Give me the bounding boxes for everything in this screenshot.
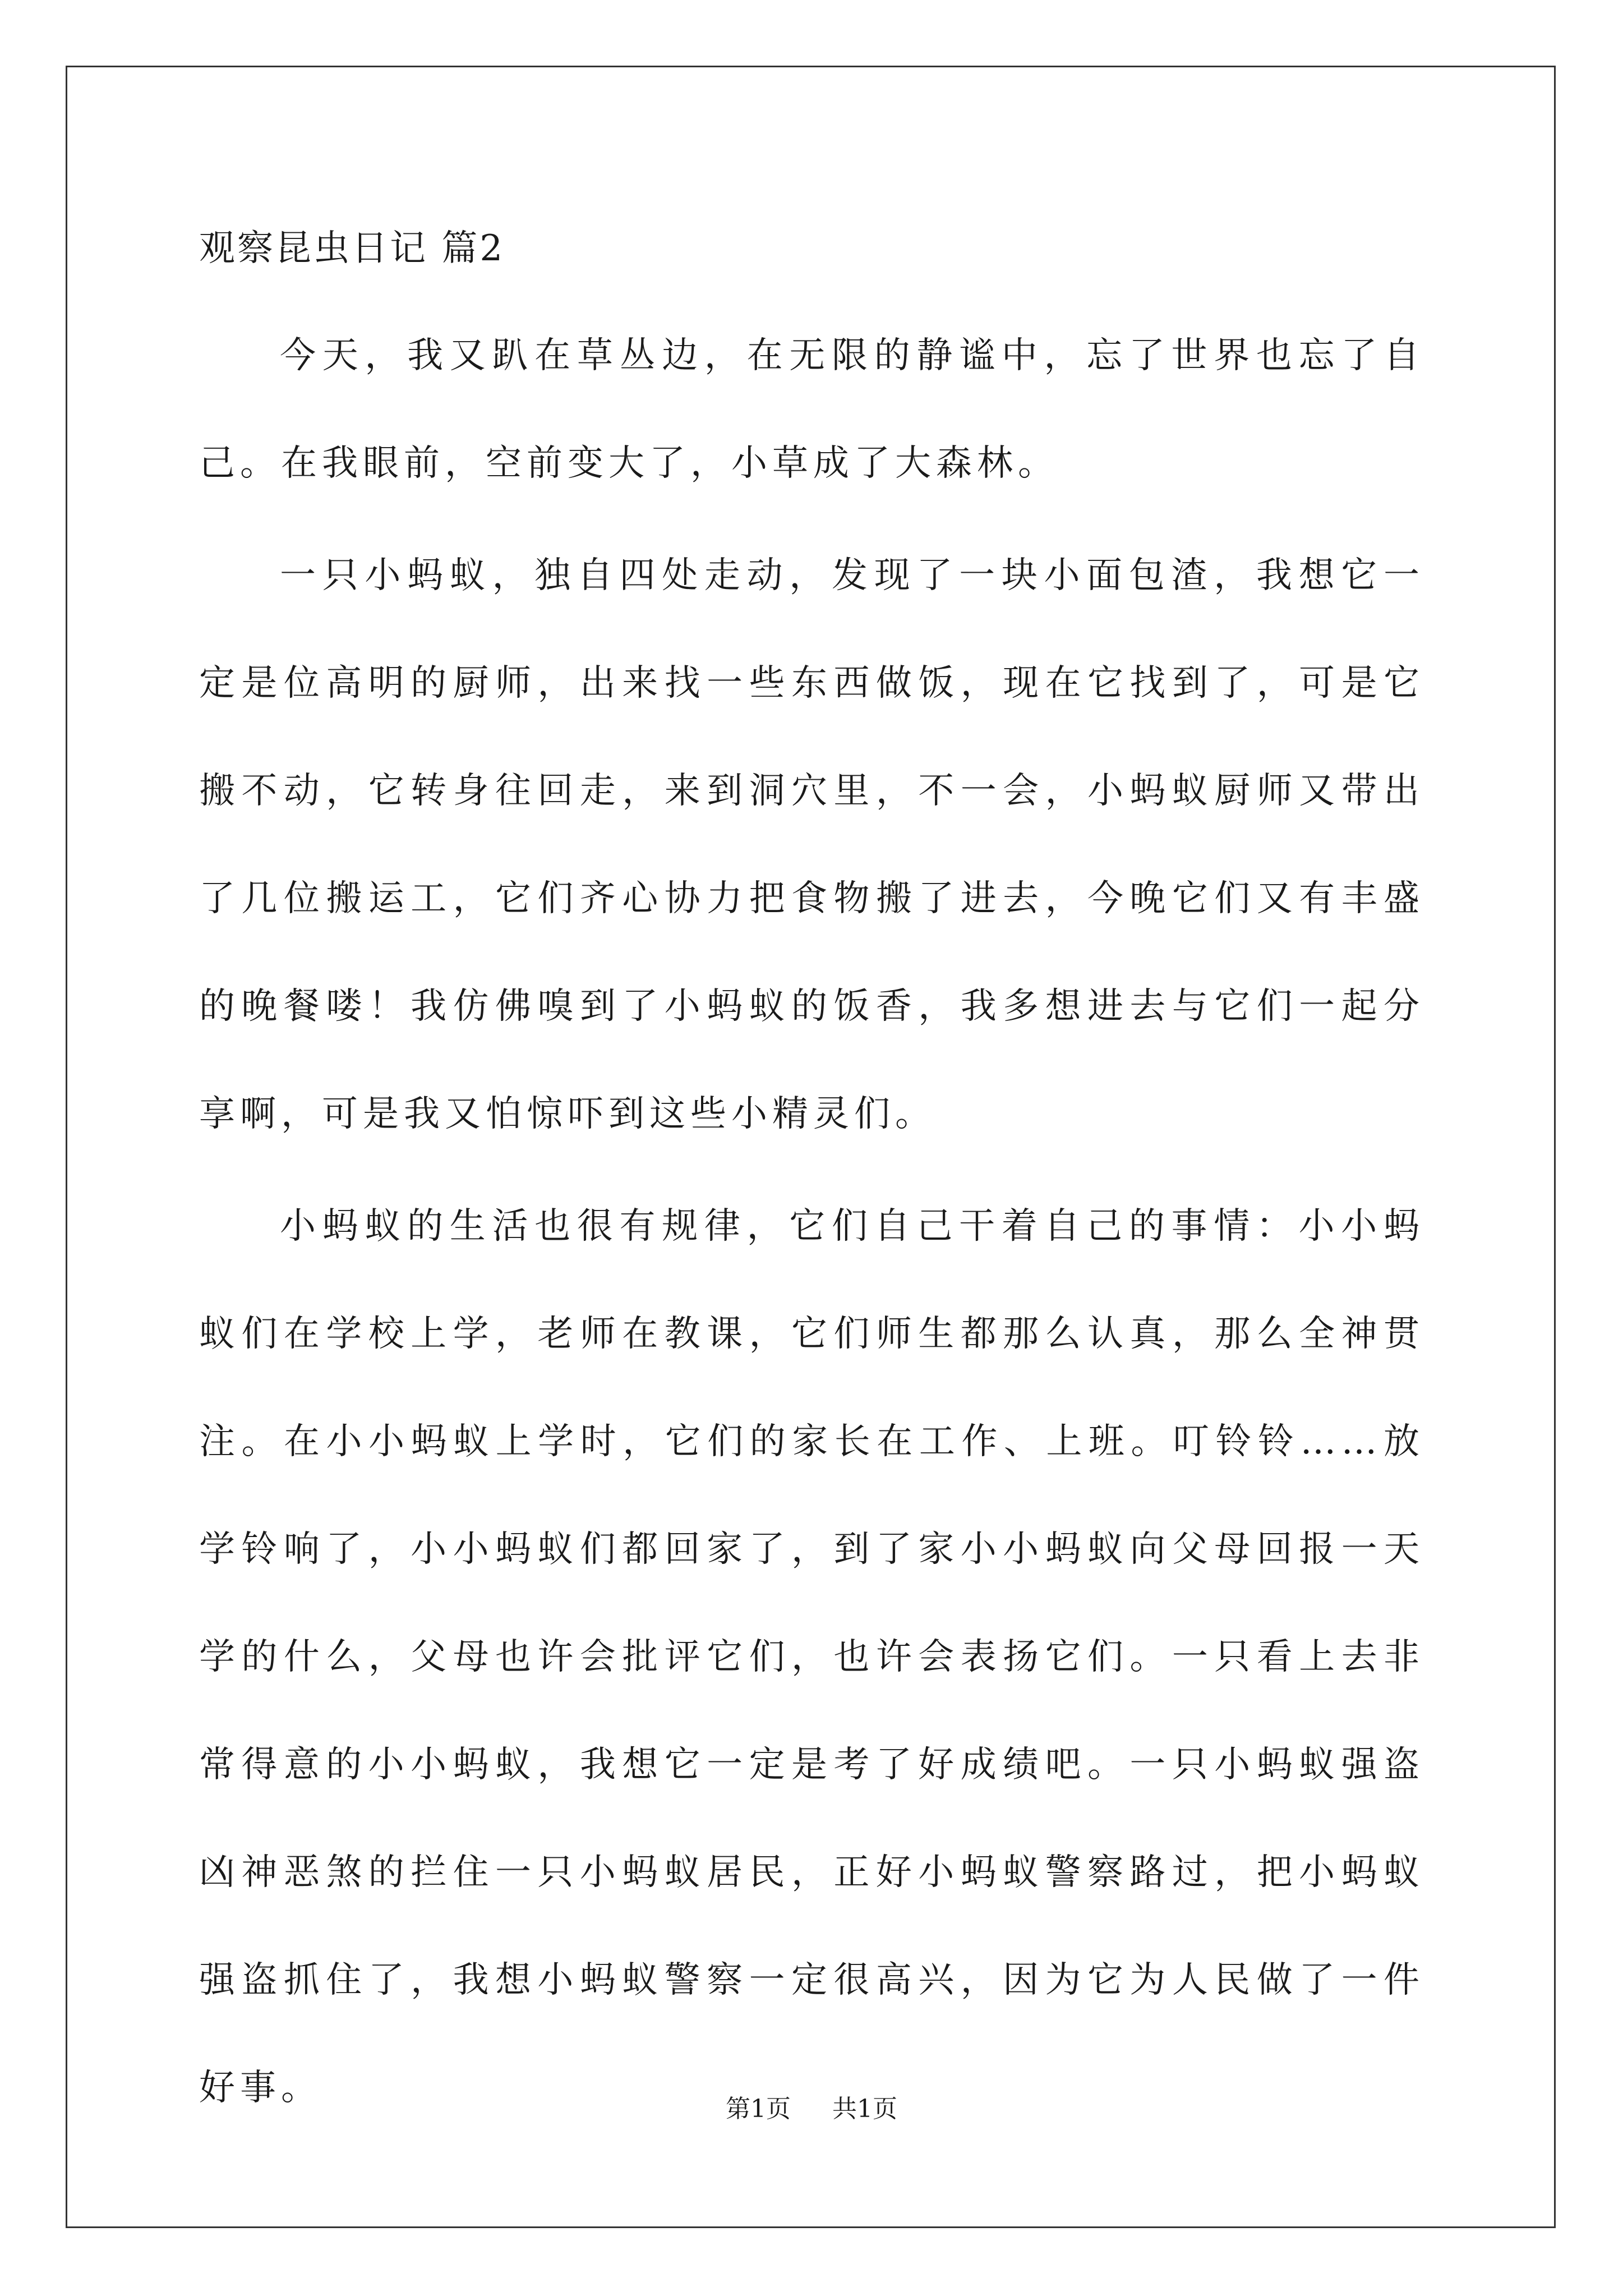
paragraph-3: 小蚂蚁的生活也很有规律，它们自己干着自己的事情：小小蚂蚁们在学校上学，老师在教课，它们师生都那么认真，那么全神贯注。在小小蚂蚁上学时，它们的家长在工作、上班。叮铃铃……放学铃响了，小小蚂蚁们都回家了，到了家小小蚂蚁向父母回报一天学的什么，父母也许会批评它们，也许会表扬它们。一只看上去非常得意的小小蚂蚁，我想它一定是考了好成绩吧。一只小蚂蚁强盗凶神恶煞的拦住一只小蚂蚁居民，正好小蚂蚁警察路过，把小蚂蚁强盗抓住了，我想小蚂蚁警察一定很高兴，因为它为人民做了一件好事。 <box>199 1205 1424 2109</box>
page-footer <box>0 2092 1623 2126</box>
document-body <box>199 222 1424 2146</box>
paragraph-1: 今天，我又趴在草丛边，在无限的静谧中，忘了世界也忘了自己。在我眼前，空前变大了，小草成了大森林。 <box>199 335 1424 484</box>
paragraph-2: 一只小蚂蚁，独自四处走动，发现了一块小面包渣，我想它一定是位高明的厨师，出来找一些东西做饭，现在它找到了，可是它搬不动，它转身往回走，来到洞穴里，不一会，小蚂蚁厨师又带出了几位搬运工，它们齐心协力把食物搬了进去，今晚它们又有丰盛的晚餐喽！我仿佛嗅到了小蚂蚁的饭香，我多想进去与它们一起分享啊，可是我又怕惊吓到这些小精灵们。 <box>199 555 1424 1135</box>
document-title: 观察昆虫日记 篇2 <box>199 228 505 269</box>
page-number: 第1页 <box>726 2095 791 2123</box>
page-count: 共1页 <box>832 2095 897 2123</box>
